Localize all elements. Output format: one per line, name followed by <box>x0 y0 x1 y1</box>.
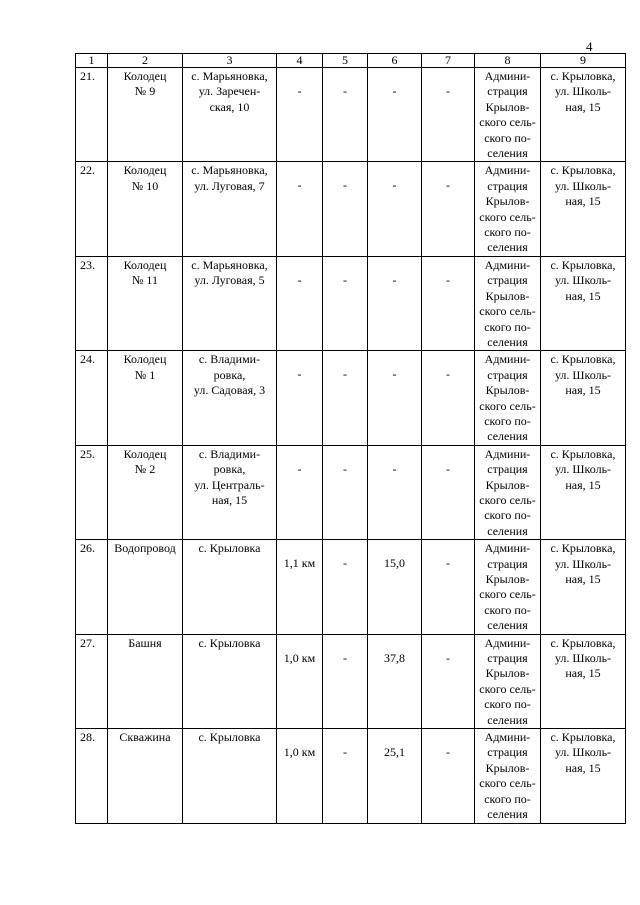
column-5-value <box>323 351 368 445</box>
column-header: 2 <box>108 54 183 68</box>
object-address-text: с. Крыловка <box>198 730 261 745</box>
column-5-value <box>323 729 368 823</box>
column-4-value <box>277 351 323 445</box>
owner-name-text: Админи- страция Крылов- ского сель- ского по- селения <box>479 352 536 444</box>
object-name <box>108 68 183 162</box>
owner-name <box>475 729 541 823</box>
owner-name-text: Админи- страция Крылов- ского сель- ского по- селения <box>479 730 536 822</box>
table-row <box>76 540 626 634</box>
owner-name <box>475 68 541 162</box>
column-4-value-text: - <box>297 178 302 193</box>
object-address-text: с. Владими- ровка, ул. Централь- ная, 15 <box>194 446 265 507</box>
owner-name <box>475 351 541 445</box>
column-6-value-text: - <box>392 461 397 476</box>
column-7-value-text: - <box>446 367 450 382</box>
object-address <box>183 256 277 350</box>
row-number: 23. <box>76 256 108 350</box>
column-header: 7 <box>422 54 475 68</box>
column-4-value-text: 1,0 км <box>283 650 316 665</box>
column-6-value-text: - <box>392 84 397 98</box>
object-name <box>108 445 183 539</box>
column-6-value-text: - <box>392 367 397 382</box>
column-4-value-text: - <box>297 461 302 476</box>
column-7-value <box>422 162 475 256</box>
column-5-value-text: - <box>343 84 347 98</box>
owner-name <box>475 256 541 350</box>
column-number-row <box>76 54 626 68</box>
column-7-value-text: - <box>446 461 450 476</box>
column-5-value-text: - <box>343 556 347 571</box>
owner-name-text: Админи- страция Крылов- ского сель- ского по- селения <box>479 257 536 349</box>
row-number: 21. <box>76 68 108 162</box>
column-4-value <box>277 729 323 823</box>
row-number: 28. <box>76 729 108 823</box>
owner-address-text: с. Крыловка, ул. Школь- ная, 15 <box>550 446 616 492</box>
object-address <box>183 68 277 162</box>
object-name <box>108 729 183 823</box>
column-7-value-text: - <box>446 84 450 98</box>
object-address-text: с. Марьяновка, ул. Луговая, 5 <box>191 257 268 288</box>
page-number: 4 <box>586 39 593 54</box>
owner-address <box>541 540 626 634</box>
owner-address <box>541 256 626 350</box>
owner-address <box>541 351 626 445</box>
column-6-value <box>368 729 422 823</box>
column-6-value <box>368 445 422 539</box>
object-address <box>183 351 277 445</box>
owner-address <box>541 162 626 256</box>
object-address-text: с. Владими- ровка, ул. Садовая, 3 <box>193 352 266 398</box>
column-5-value <box>323 68 368 162</box>
column-header: 3 <box>183 54 277 68</box>
object-name-text: Колодец № 1 <box>123 352 167 382</box>
object-address <box>183 445 277 539</box>
object-address-text: с. Крыловка <box>198 541 261 556</box>
column-5-value-text: - <box>343 178 347 193</box>
owner-name <box>475 540 541 634</box>
owner-name-text: Админи- страция Крылов- ского сель- ского по- селения <box>479 635 536 727</box>
column-6-value-text: 25,1 <box>384 745 405 760</box>
column-5-value-text: - <box>343 461 347 476</box>
object-address <box>183 729 277 823</box>
column-header: 4 <box>277 54 323 68</box>
owner-name-text: Админи- страция Крылов- ского сель- ского по- селения <box>479 163 536 255</box>
column-5-value <box>323 256 368 350</box>
object-address <box>183 634 277 728</box>
column-7-value <box>422 540 475 634</box>
column-4-value-text: - <box>297 367 302 382</box>
column-header: 6 <box>368 54 422 68</box>
column-5-value <box>323 634 368 728</box>
owner-address-text: с. Крыловка, ул. Школь- ная, 15 <box>550 69 616 114</box>
object-name-text: Колодец № 9 <box>123 69 167 99</box>
column-6-value-text: - <box>392 178 397 193</box>
table-row <box>76 162 626 256</box>
object-address <box>183 540 277 634</box>
object-name <box>108 256 183 350</box>
column-5-value <box>323 162 368 256</box>
column-5-value <box>323 445 368 539</box>
column-7-value <box>422 256 475 350</box>
owner-address-text: с. Крыловка, ул. Школь- ная, 15 <box>550 257 616 303</box>
owner-name-text: Админи- страция Крылов- ского сель- ского по- селения <box>479 69 536 161</box>
row-number: 22. <box>76 162 108 256</box>
row-number: 24. <box>76 351 108 445</box>
table-row <box>76 729 626 823</box>
column-6-value-text: 37,8 <box>384 650 405 665</box>
column-5-value-text: - <box>343 650 347 665</box>
owner-address-text: с. Крыловка, ул. Школь- ная, 15 <box>550 541 616 586</box>
row-number: 25. <box>76 445 108 539</box>
column-7-value-text: - <box>446 272 450 287</box>
object-name-text: Водопровод <box>114 541 176 556</box>
column-6-value-text: 15,0 <box>384 556 405 571</box>
object-name <box>108 634 183 728</box>
column-7-value <box>422 68 475 162</box>
column-6-value <box>368 540 422 634</box>
column-4-value <box>277 68 323 162</box>
table-row <box>76 634 626 728</box>
object-name <box>108 162 183 256</box>
object-name-text: Скважина <box>119 730 171 745</box>
object-name-text: Колодец № 2 <box>123 446 167 477</box>
object-name <box>108 351 183 445</box>
column-7-value <box>422 634 475 728</box>
owner-address-text: с. Крыловка, ул. Школь- ная, 15 <box>550 163 616 209</box>
column-6-value-text: - <box>392 272 397 287</box>
column-4-value <box>277 540 323 634</box>
object-name-text: Колодец № 11 <box>123 257 167 288</box>
column-6-value <box>368 351 422 445</box>
table-row <box>76 256 626 350</box>
owner-name-text: Админи- страция Крылов- ского сель- ского по- селения <box>479 541 536 633</box>
column-6-value <box>368 68 422 162</box>
column-7-value <box>422 445 475 539</box>
column-6-value <box>368 634 422 728</box>
column-header: 8 <box>475 54 541 68</box>
owner-address-text: с. Крыловка, ул. Школь- ная, 15 <box>550 730 616 775</box>
object-address-text: с. Марьяновка, ул. Заречен- ская, 10 <box>191 69 268 114</box>
owner-address <box>541 68 626 162</box>
owner-name <box>475 162 541 256</box>
column-7-value-text: - <box>446 178 450 193</box>
owner-address-text: с. Крыловка, ул. Школь- ная, 15 <box>550 352 616 398</box>
object-name-text: Башня <box>128 635 162 650</box>
object-name-text: Колодец № 10 <box>123 163 167 193</box>
object-address-text: с. Марьяновка, ул. Луговая, 7 <box>191 163 268 193</box>
column-6-value <box>368 256 422 350</box>
column-5-value-text: - <box>343 367 347 382</box>
owner-address-text: с. Крыловка, ул. Школь- ная, 15 <box>550 635 616 681</box>
owner-address <box>541 634 626 728</box>
table-row <box>76 68 626 162</box>
row-number: 26. <box>76 540 108 634</box>
column-7-value-text: - <box>446 556 450 571</box>
registry-table <box>75 53 626 824</box>
column-5-value <box>323 540 368 634</box>
column-6-value <box>368 162 422 256</box>
column-4-value <box>277 445 323 539</box>
owner-address <box>541 729 626 823</box>
column-4-value-text: - <box>297 84 302 98</box>
column-7-value <box>422 351 475 445</box>
column-7-value <box>422 729 475 823</box>
column-7-value-text: - <box>446 745 450 760</box>
owner-name <box>475 445 541 539</box>
owner-name-text: Админи- страция Крылов- ского сель- ского по- селения <box>479 446 536 538</box>
owner-address <box>541 445 626 539</box>
column-header: 1 <box>76 54 108 68</box>
column-4-value <box>277 634 323 728</box>
column-header: 5 <box>323 54 368 68</box>
column-4-value-text: 1,1 км <box>283 556 316 571</box>
object-name <box>108 540 183 634</box>
column-4-value <box>277 162 323 256</box>
row-number: 27. <box>76 634 108 728</box>
column-4-value-text: 1,0 км <box>283 745 316 760</box>
column-5-value-text: - <box>343 745 347 760</box>
owner-name <box>475 634 541 728</box>
table-row <box>76 351 626 445</box>
column-5-value-text: - <box>343 272 347 287</box>
column-4-value-text: - <box>297 272 302 287</box>
column-header: 9 <box>541 54 626 68</box>
object-address <box>183 162 277 256</box>
column-7-value-text: - <box>446 650 450 665</box>
object-address-text: с. Крыловка <box>198 635 261 650</box>
column-4-value <box>277 256 323 350</box>
table-row <box>76 445 626 539</box>
